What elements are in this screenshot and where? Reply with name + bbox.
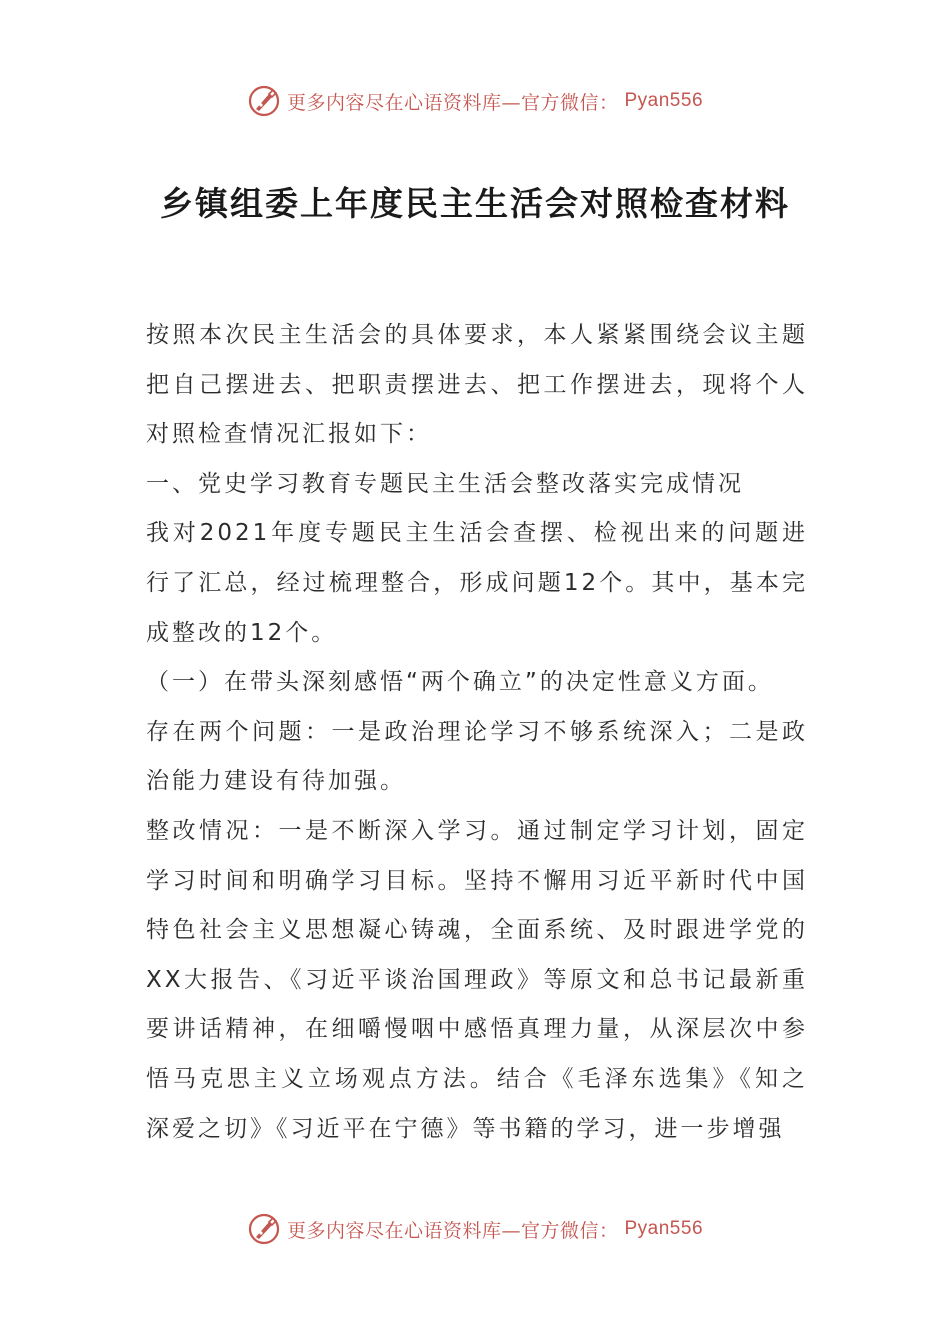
- header-watermark: [0, 84, 950, 118]
- watermark-wechat-id: Pyan556: [624, 90, 704, 111]
- paragraph-intro: 按照本次民主生活会的具体要求，本人紧紧围绕会议主题把自己摆进去、把职责摆进去、把工作摆进去，现将个人对照检查情况汇报如下：: [146, 322, 808, 448]
- document-body: [146, 311, 808, 1154]
- watermark-wechat-id: Pyan556: [624, 1218, 704, 1239]
- watermark-text: 更多内容尽在心语资料库—官方微信：: [286, 91, 619, 114]
- paragraph-summary: 我对2021年度专题民主生活会查摆、检视出来的问题进行了汇总，经过梳理整合，形成问题12个。其中，基本完成整改的12个。: [146, 520, 808, 646]
- paragraph-rectification: 整改情况：一是不断深入学习。通过制定学习计划，固定学习时间和明确学习目标。坚持不懈用习近平新时代中国特色社会主义思想凝心铸魂，全面系统、及时跟进学党的XX大报告、《习近平谈治国理政》等原文和总书记最新重要讲话精神，在细嚼慢咽中感悟真理力量，从深层次中参悟马克思主义立场观点方法。结合《毛泽东选集》《知之深爱之切》《习近平在宁德》等书籍的学习，进一步增强: [146, 817, 808, 1142]
- section-heading-1: 一、党史学习教育专题民主生活会整改落实完成情况: [146, 470, 744, 497]
- footer-watermark: [0, 1212, 950, 1246]
- watermark-text: 更多内容尽在心语资料库—官方微信：: [286, 1219, 619, 1242]
- pen-nib-logo-icon: [247, 1212, 281, 1246]
- paragraph-problems: 存在两个问题：一是政治理论学习不够系统深入；二是政治能力建设有待加强。: [146, 718, 808, 795]
- document-title: 乡镇组委上年度民主生活会对照检查材料: [160, 184, 790, 223]
- subsection-heading-1: （一）在带头深刻感悟“两个确立”的决定性意义方面。: [146, 669, 774, 696]
- pen-nib-logo-icon: [247, 84, 281, 118]
